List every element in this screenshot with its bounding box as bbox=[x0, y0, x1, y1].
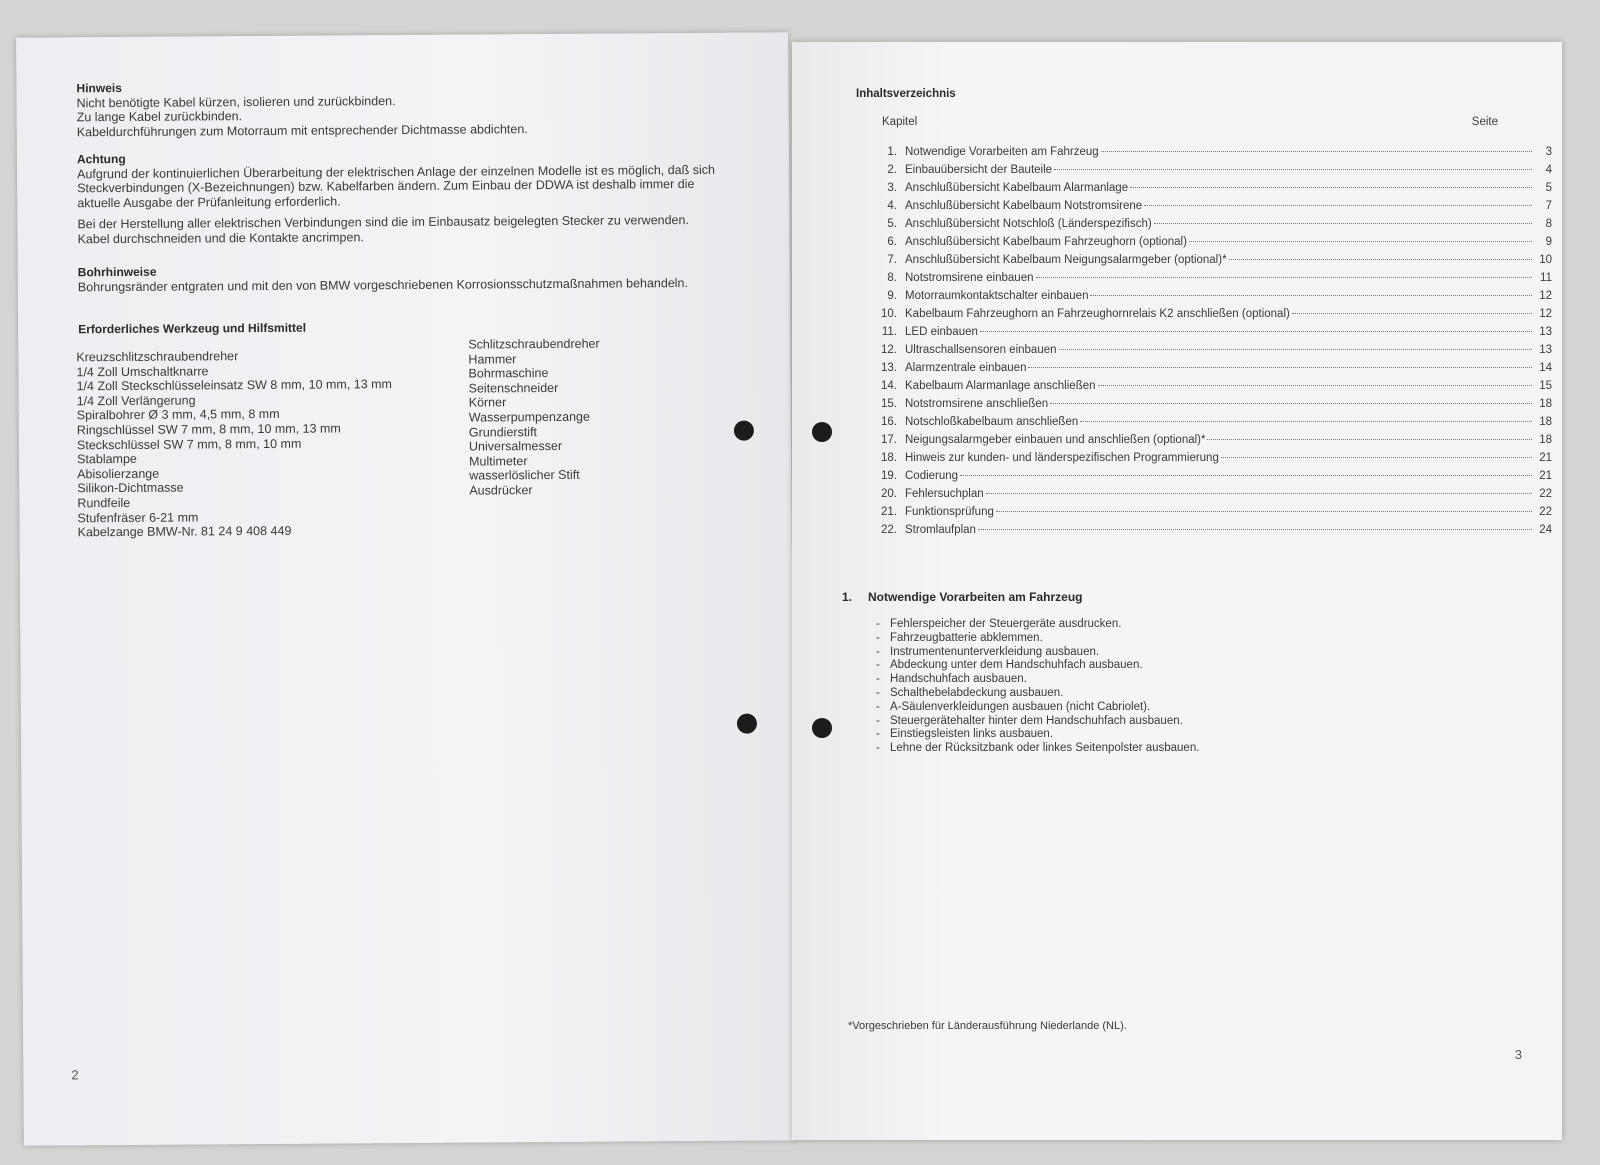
hinweis-section bbox=[76, 78, 527, 139]
toc-entry-page: 15 bbox=[1539, 380, 1552, 392]
toc-entry-page: 22 bbox=[1539, 488, 1552, 500]
toc-entry-page: 14 bbox=[1539, 362, 1552, 374]
toc-leader-dots bbox=[1229, 258, 1532, 260]
list-item: - A-Säulenverkleidungen ausbauen (nicht Cabriolet). bbox=[890, 701, 1199, 715]
toc-entry-number: 12. bbox=[881, 344, 897, 356]
toc-entry-title: Funktionsprüfung bbox=[905, 506, 994, 518]
footnote: *Vorgeschrieben für Länderausführung Niederlande (NL). bbox=[848, 1020, 1127, 1032]
toc-entry-page: 10 bbox=[1539, 254, 1552, 266]
toc-entry bbox=[872, 524, 1552, 542]
toc-entry bbox=[872, 308, 1552, 326]
punch-hole bbox=[737, 714, 757, 734]
toc-leader-dots bbox=[980, 330, 1532, 332]
toc-entry-page: 5 bbox=[1545, 182, 1552, 194]
toc-entry-title: Kabelbaum Fahrzeughorn an Fahrzeughornrelais K2 anschließen (optional) bbox=[905, 308, 1290, 320]
toc-entry-page: 12 bbox=[1539, 308, 1552, 320]
toc-entry bbox=[872, 416, 1552, 434]
toc-entry-page: 13 bbox=[1539, 326, 1552, 338]
toc-entry bbox=[872, 398, 1552, 416]
toc-leader-dots bbox=[1090, 294, 1532, 296]
toc-entry-title: Einbauübersicht der Bauteile bbox=[905, 164, 1053, 176]
toc-entry-number: 6. bbox=[887, 236, 897, 248]
toc-entry bbox=[872, 470, 1552, 488]
tool-item: Universalmesser bbox=[468, 439, 563, 454]
toc-entry-page: 13 bbox=[1539, 344, 1552, 356]
toc-entry-number: 10. bbox=[881, 308, 897, 320]
toc-leader-dots bbox=[1101, 150, 1532, 152]
toc-entry-title: Notstromsirene anschließen bbox=[905, 398, 1049, 410]
toc-entry-title: Motorraumkontaktschalter einbauen bbox=[905, 290, 1089, 302]
toc-entry-number: 9. bbox=[887, 290, 897, 302]
toc-leader-dots bbox=[1098, 384, 1532, 386]
toc-entry-title: Notwendige Vorarbeiten am Fahrzeug bbox=[905, 146, 1099, 158]
tool-item: wasserlöslicher Stift bbox=[469, 468, 580, 483]
toc-leader-dots bbox=[1054, 168, 1532, 170]
toc-entry bbox=[872, 344, 1552, 362]
tool-item: Kreuzschlitzschraubendreher bbox=[76, 349, 239, 365]
tool-item: 1/4 Zoll Umschaltknarre bbox=[76, 363, 209, 379]
tool-item: Abisolierzange bbox=[77, 466, 160, 482]
toc-entry-title: Notschloßkabelbaum anschließen bbox=[905, 416, 1079, 428]
toc-entry-page: 24 bbox=[1539, 524, 1552, 536]
toc-entry-page: 9 bbox=[1545, 236, 1552, 248]
list-item: - Abdeckung unter dem Handschuhfach ausbauen. bbox=[890, 659, 1199, 673]
toc-entry-page: 7 bbox=[1545, 200, 1552, 212]
bohrhinweise-line: Bohrungsränder entgraten und mit den von BMW vorgeschriebenen Korrosionsschutzmaßnahmen behandeln. bbox=[77, 275, 688, 294]
section-number: 1. bbox=[842, 590, 853, 604]
tool-item: 1/4 Zoll Steckschlüsseleinsatz SW 8 mm, 10 mm, 13 mm bbox=[76, 377, 392, 394]
tool-item: Grundierstift bbox=[468, 424, 538, 440]
toc-entry-page: 22 bbox=[1539, 506, 1552, 518]
herstellung-line: Bei der Herstellung aller elektrischen Verbindungen sind die im Einbausatz beigelegten Stecker zu verwenden. bbox=[77, 213, 689, 232]
punch-hole bbox=[812, 718, 832, 738]
toc-entry-title: Hinweis zur kunden- und länderspezifischen Programmierung bbox=[905, 452, 1219, 464]
tool-item: Silikon-Dichtmasse bbox=[77, 480, 184, 496]
toc-entry-title: Codierung bbox=[905, 470, 959, 482]
tool-item: Körner bbox=[468, 395, 507, 410]
toc-entry-page: 12 bbox=[1539, 290, 1552, 302]
section-heading bbox=[842, 590, 1082, 604]
toc-leader-dots bbox=[1292, 312, 1532, 314]
toc-entry bbox=[872, 326, 1552, 344]
toc-entry-number: 19. bbox=[881, 470, 897, 482]
toc-entry-page: 11 bbox=[1540, 272, 1552, 284]
toc-entry bbox=[872, 272, 1552, 290]
toc-leader-dots bbox=[960, 474, 1532, 476]
toc-column-seite: Seite bbox=[1471, 116, 1498, 128]
hinweis-line: Nicht benötigte Kabel kürzen, isolieren und zurückbinden. bbox=[76, 93, 396, 110]
page-number: 2 bbox=[71, 1067, 79, 1083]
tool-item: Seitenschneider bbox=[468, 380, 559, 396]
tool-item: Bohrmaschine bbox=[468, 366, 549, 381]
toc-entry-number: 11. bbox=[881, 326, 897, 338]
toc-entry-number: 14. bbox=[881, 380, 897, 392]
toc-leader-dots bbox=[978, 528, 1532, 530]
tool-item: Rundfeile bbox=[77, 495, 131, 511]
toc-entry-number: 7. bbox=[887, 254, 897, 266]
toc-entry-page: 18 bbox=[1539, 434, 1552, 446]
tool-item: Hammer bbox=[468, 351, 517, 367]
toc-entry-number: 5. bbox=[887, 218, 897, 230]
toc-leader-dots bbox=[996, 510, 1532, 512]
toc-title: Inhaltsverzeichnis bbox=[856, 88, 956, 100]
toc-leader-dots bbox=[1050, 402, 1532, 404]
tool-item: Steckschlüssel SW 7 mm, 8 mm, 10 mm bbox=[76, 436, 302, 452]
list-item: - Fahrzeugbatterie abklemmen. bbox=[890, 632, 1199, 646]
toc-entry-number: 1. bbox=[887, 146, 897, 158]
tool-item: Schlitzschraubendreher bbox=[468, 336, 600, 352]
toc-entry-number: 4. bbox=[887, 200, 897, 212]
toc-entry-page: 4 bbox=[1545, 164, 1552, 176]
toc-entry-number: 13. bbox=[881, 362, 897, 374]
right-page bbox=[792, 42, 1562, 1140]
toc-entry bbox=[872, 200, 1552, 218]
list-item: - Lehne der Rücksitzbank oder linkes Seitenpolster ausbauen. bbox=[890, 742, 1199, 756]
page-number: 3 bbox=[1514, 1047, 1522, 1062]
toc-leader-dots bbox=[1036, 276, 1533, 278]
toc-leader-dots bbox=[1207, 438, 1532, 440]
tools-list-right bbox=[468, 337, 600, 498]
toc-entry-title: Anschlußübersicht Kabelbaum Fahrzeughorn (optional) bbox=[905, 236, 1187, 248]
herstellung-line: Kabel durchschneiden und die Kontakte ancrimpen. bbox=[77, 229, 364, 246]
toc-entry-title: LED einbauen bbox=[905, 326, 978, 338]
toc-entry-page: 21 bbox=[1539, 452, 1552, 464]
toc-entry-number: 3. bbox=[887, 182, 897, 194]
toc-entry-page: 18 bbox=[1539, 416, 1552, 428]
list-item: - Instrumentenunterverkleidung ausbauen. bbox=[890, 646, 1199, 660]
toc-entry bbox=[872, 236, 1552, 254]
punch-hole bbox=[812, 422, 832, 442]
toc-entry-number: 2. bbox=[887, 164, 897, 176]
toc-entry-number: 21. bbox=[881, 506, 897, 518]
toc-entry-number: 15. bbox=[881, 398, 897, 410]
toc-column-kapitel: Kapitel bbox=[882, 116, 918, 128]
toc-leader-dots bbox=[1080, 420, 1532, 422]
toc-entry bbox=[872, 380, 1552, 398]
toc-leader-dots bbox=[1154, 222, 1532, 224]
toc-entry-page: 18 bbox=[1539, 398, 1552, 410]
toc-entry-title: Anschlußübersicht Kabelbaum Notstromsirene bbox=[905, 200, 1143, 212]
hinweis-heading: Hinweis bbox=[76, 80, 122, 96]
toc-entry bbox=[872, 182, 1552, 200]
toc-leader-dots bbox=[1059, 348, 1532, 350]
toc-entry-title: Anschlußübersicht Notschloß (Länderspezifisch) bbox=[905, 218, 1152, 230]
toc-entry-number: 8. bbox=[887, 272, 897, 284]
toc-entry-title: Kabelbaum Alarmanlage anschließen bbox=[905, 380, 1096, 392]
toc-entry-title: Anschlußübersicht Kabelbaum Alarmanlage bbox=[905, 182, 1129, 194]
achtung-line: Steckverbindungen (X-Bezeichnungen) bzw. Kabelfarben ändern. Zum Einbau der DDWA ist deshalb immer die bbox=[77, 176, 695, 196]
section-title: Notwendige Vorarbeiten am Fahrzeug bbox=[868, 590, 1083, 604]
toc-entry bbox=[872, 290, 1552, 308]
toc-entry-page: 8 bbox=[1545, 218, 1552, 230]
tool-item: 1/4 Zoll Verlängerung bbox=[76, 393, 196, 409]
tool-item: Spiralbohrer Ø 3 mm, 4,5 mm, 8 mm bbox=[76, 407, 280, 423]
hinweis-line: Zu lange Kabel zurückbinden. bbox=[76, 109, 243, 125]
toc-leader-dots bbox=[1130, 186, 1532, 188]
toc-entry bbox=[872, 146, 1552, 164]
toc-entry bbox=[872, 254, 1552, 272]
toc-entry bbox=[872, 434, 1552, 452]
tool-item: Stablampe bbox=[77, 452, 137, 467]
toc-entry bbox=[872, 362, 1552, 380]
punch-hole bbox=[734, 421, 754, 441]
toc-entry-title: Stromlaufplan bbox=[905, 524, 976, 536]
toc-leader-dots bbox=[1028, 366, 1532, 368]
section-list bbox=[890, 618, 1199, 756]
toc-entry-title: Alarmzentrale einbauen bbox=[905, 362, 1027, 374]
werkzeug-heading: Erforderliches Werkzeug und Hilfsmittel bbox=[78, 320, 307, 337]
toc-entry-page: 21 bbox=[1539, 470, 1552, 482]
achtung-section bbox=[77, 148, 715, 210]
tool-item: Ringschlüssel SW 7 mm, 8 mm, 10 mm, 13 mm bbox=[76, 421, 341, 438]
toc-entry-number: 17. bbox=[881, 434, 897, 446]
tool-item: Stufenfräser 6-21 mm bbox=[77, 509, 199, 525]
toc-entry bbox=[872, 452, 1552, 470]
left-page bbox=[16, 32, 796, 1145]
table-of-contents bbox=[872, 146, 1552, 542]
toc-entry-title: Anschlußübersicht Kabelbaum Neigungsalarmgeber (optional)* bbox=[905, 254, 1227, 266]
toc-entry-title: Notstromsirene einbauen bbox=[905, 272, 1034, 284]
herstellung-section bbox=[77, 213, 689, 246]
toc-leader-dots bbox=[1144, 204, 1532, 206]
tool-item: Multimeter bbox=[469, 453, 528, 469]
toc-entry-number: 22. bbox=[881, 524, 897, 536]
list-item: - Schalthebelabdeckung ausbauen. bbox=[890, 687, 1199, 701]
toc-entry-number: 18. bbox=[881, 452, 897, 464]
toc-leader-dots bbox=[1221, 456, 1532, 458]
toc-entry-title: Fehlersuchplan bbox=[905, 488, 984, 500]
hinweis-line: Kabeldurchführungen zum Motorraum mit entsprechender Dichtmasse abdichten. bbox=[76, 121, 528, 139]
tool-item: Ausdrücker bbox=[469, 483, 533, 498]
toc-entry-title: Neigungsalarmgeber einbauen und anschließen (optional)* bbox=[905, 434, 1206, 446]
achtung-line: aktuelle Ausgabe der Prüfanleitung erforderlich. bbox=[77, 193, 341, 210]
toc-entry bbox=[872, 488, 1552, 506]
toc-leader-dots bbox=[1189, 240, 1532, 242]
toc-entry bbox=[872, 164, 1552, 182]
bohrhinweise-section bbox=[78, 261, 688, 294]
toc-leader-dots bbox=[986, 492, 1532, 494]
list-item: - Handschuhfach ausbauen. bbox=[890, 673, 1199, 687]
list-item: - Steuergerätehalter hinter dem Handschuhfach ausbauen. bbox=[890, 715, 1199, 729]
toc-entry-page: 3 bbox=[1545, 146, 1552, 158]
bohrhinweise-heading: Bohrhinweise bbox=[77, 264, 157, 280]
toc-entry bbox=[872, 218, 1552, 236]
toc-entry-title: Ultraschallsensoren einbauen bbox=[905, 344, 1057, 356]
achtung-line: Aufgrund der kontinuierlichen Überarbeitung der elektrischen Anlage der einzelnen Modelle ist es möglich, daß sich bbox=[77, 162, 716, 181]
list-item: - Einstiegsleisten links ausbauen. bbox=[890, 728, 1199, 742]
achtung-heading: Achtung bbox=[76, 151, 126, 167]
toc-entry-number: 20. bbox=[881, 488, 897, 500]
list-item: - Fehlerspeicher der Steuergeräte ausdrucken. bbox=[890, 618, 1199, 632]
tools-list-left bbox=[76, 348, 393, 540]
toc-entry bbox=[872, 506, 1552, 524]
tool-item: Wasserpumpenzange bbox=[468, 409, 590, 425]
tool-item: Kabelzange BMW-Nr. 81 24 9 408 449 bbox=[77, 523, 292, 540]
toc-entry-number: 16. bbox=[881, 416, 897, 428]
